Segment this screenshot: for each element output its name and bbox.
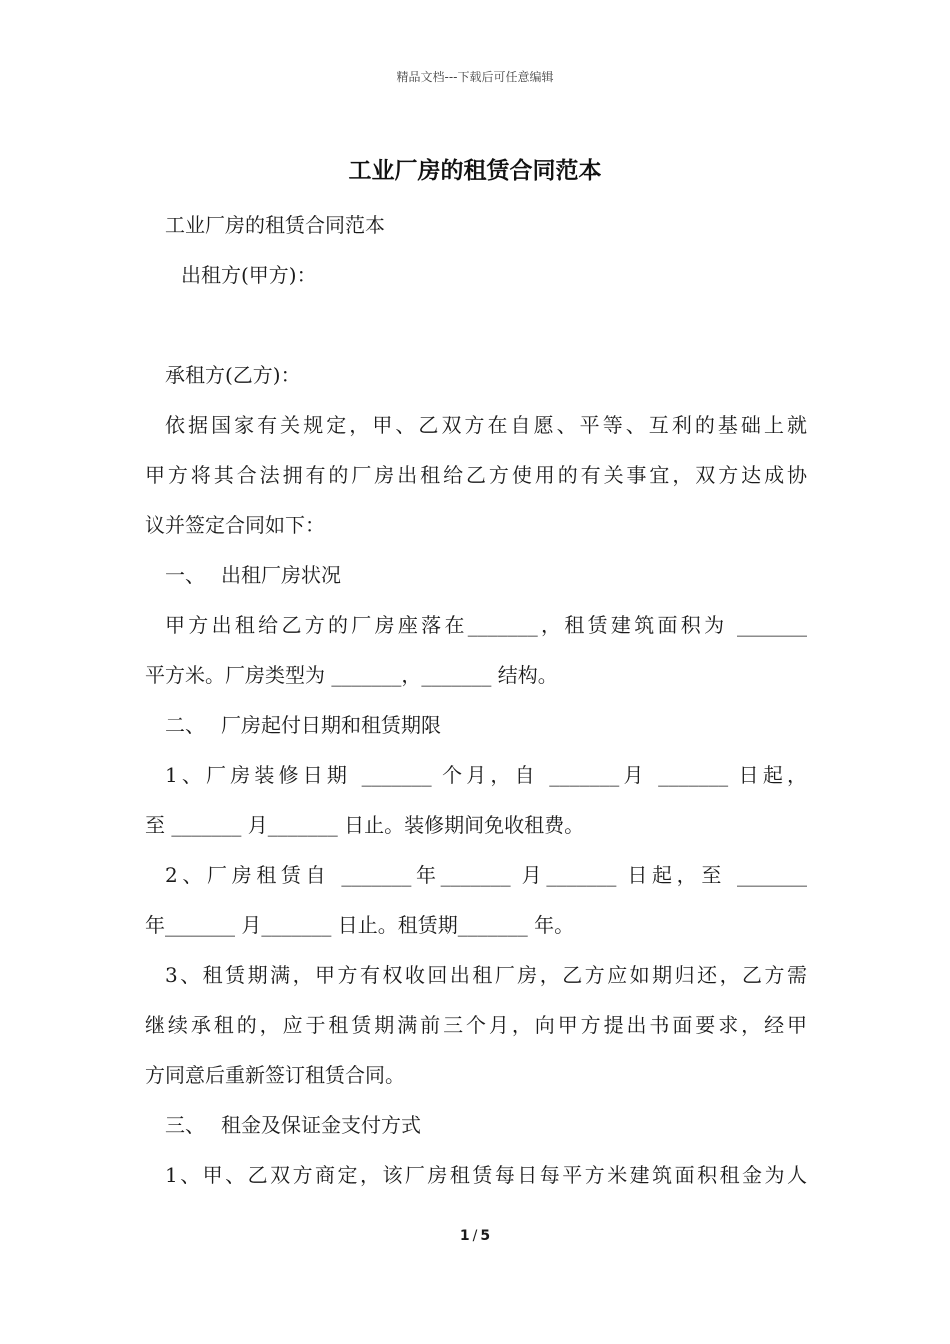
page-header: 精品文档---下载后可任意编辑 xyxy=(396,70,554,84)
paragraph-line: 2、厂房租赁自 _______年_______ 月_______ 日起，至 _______ xyxy=(165,863,807,887)
paragraph-line: 议并签定合同如下： xyxy=(145,513,325,537)
paragraph-line: 方同意后重新签订租赁合同。 xyxy=(145,1063,405,1087)
page-number xyxy=(0,1228,950,1244)
paragraph-line: 平方米。厂房类型为 _______，_______ 结构。 xyxy=(145,663,558,687)
section-number: 一、 xyxy=(165,563,205,587)
paragraph-line: 1、厂房装修日期 _______ 个月，自 _______月 _______ 日起， xyxy=(165,763,807,787)
section-text: 厂房起付日期和租赁期限 xyxy=(221,713,441,737)
paragraph-line: 年_______ 月_______ 日止。租赁期_______ 年。 xyxy=(145,913,575,937)
paragraph-line: 继续承租的，应于租赁期满前三个月，向甲方提出书面要求，经甲 xyxy=(145,1013,807,1037)
paragraph-line: 3、租赁期满，甲方有权收回出租厂房，乙方应如期归还，乙方需 xyxy=(165,963,807,987)
paragraph-line: 依据国家有关规定，甲、乙双方在自愿、平等、互利的基础上就 xyxy=(165,413,807,437)
paragraph-line: 1、甲、乙双方商定，该厂房租赁每日每平方米建筑面积租金为人 xyxy=(165,1163,807,1187)
document-title: 工业厂房的租赁合同范本 xyxy=(348,157,602,184)
section-number: 三、 xyxy=(165,1113,205,1137)
paragraph-line: 甲方出租给乙方的厂房座落在_______，租赁建筑面积为 _______ xyxy=(165,613,807,637)
paragraph-line: 至 _______ 月_______ 日止。装修期间免收租费。 xyxy=(145,813,585,837)
paragraph-line: 甲方将其合法拥有的厂房出租给乙方使用的有关事宜，双方达成协 xyxy=(145,463,807,487)
blank-gap xyxy=(145,300,807,350)
current-page: 1 xyxy=(459,1228,470,1244)
page-separator: / xyxy=(472,1228,478,1244)
total-pages: 5 xyxy=(480,1228,491,1244)
lessee-line: 承租方(乙方)： xyxy=(165,363,301,387)
section-heading xyxy=(145,550,807,600)
document-body xyxy=(145,200,807,1200)
lessor-line: 出租方(甲方)： xyxy=(181,263,317,287)
section-text: 租金及保证金支付方式 xyxy=(221,1113,421,1137)
section-heading xyxy=(145,700,807,750)
section-heading xyxy=(145,1100,807,1150)
section-text: 出租厂房状况 xyxy=(221,563,341,587)
subtitle-line: 工业厂房的租赁合同范本 xyxy=(165,213,385,237)
section-number: 二、 xyxy=(165,713,205,737)
